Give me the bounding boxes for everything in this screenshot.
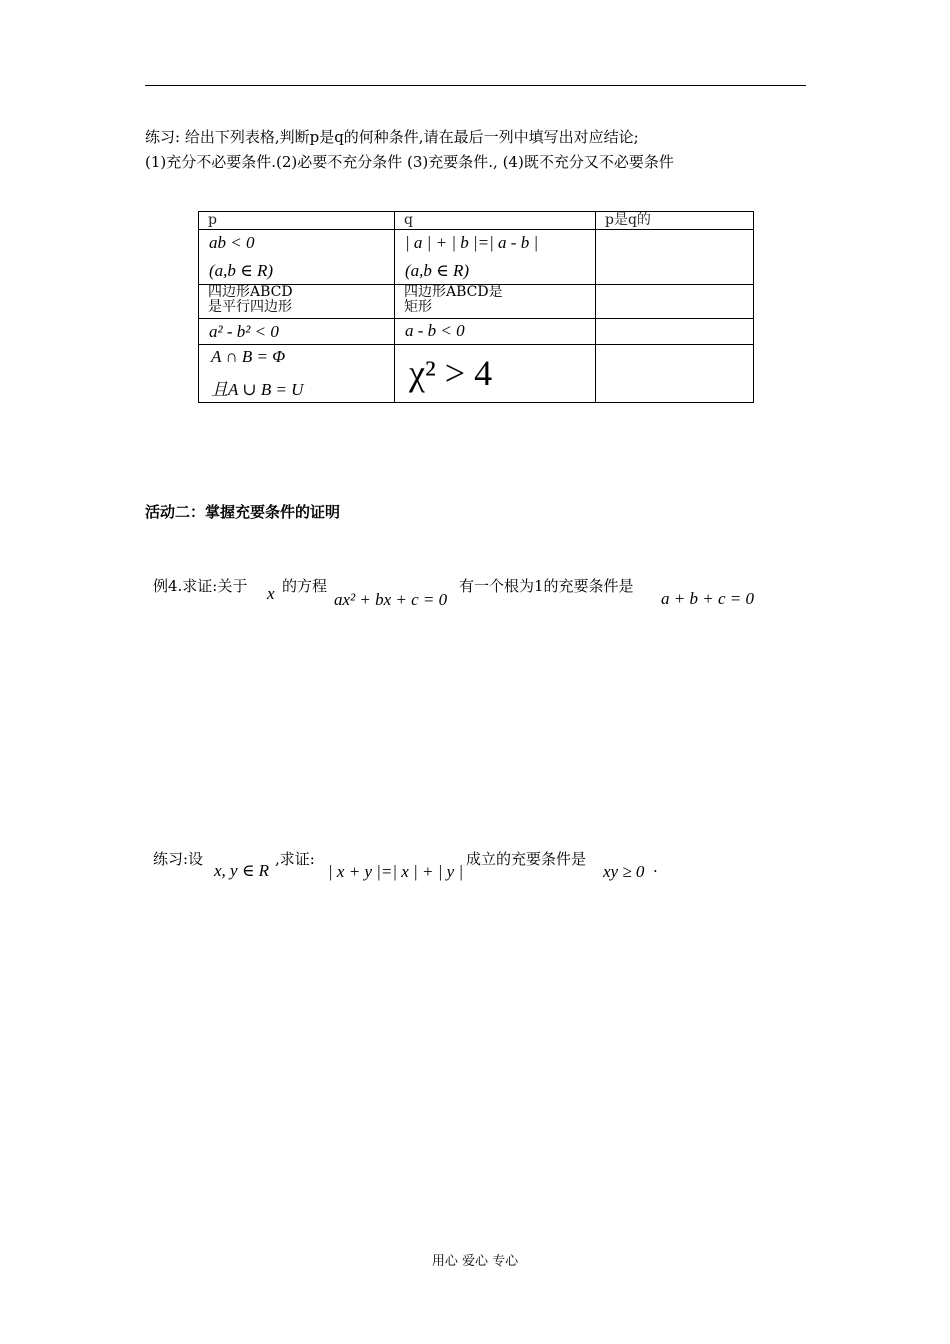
practice-instruction: 练习: 给出下列表格,判断p是q的何种条件,请在最后一列中填写出对应结论; [145,128,639,146]
table-row [199,285,754,319]
example-var: x [267,584,275,603]
cell-p [199,319,395,345]
cell-line: (a,b ∈ R) [405,261,470,280]
example-condition: a + b + c = 0 [661,589,754,608]
practice-vars: x, y ∈ R [214,861,270,880]
cell-line: A ∩ B = Φ [211,347,286,366]
cell-line: | a | + | b |=| a - b | [405,233,539,252]
header-answer: p是q的 [596,212,754,230]
table-row [199,345,754,403]
example-mid: 的方程 [282,577,328,595]
cell-p [199,230,395,285]
practice-condition: xy ≥ 0 [603,862,645,881]
practice-mid: ,求证: [275,850,315,868]
cell-q [395,285,596,319]
example-prefix: 例4.求证:关于 [153,577,248,595]
cell-answer[interactable] [596,319,754,345]
practice-equation: | x + y |=| x | + | y | [328,862,464,881]
page-footer: 用心 爱心 专心 [431,1254,519,1269]
example-equation: ax² + bx + c = 0 [334,590,448,609]
cell-line: 是平行四边形 [208,299,292,315]
cell-line: 矩形 [404,299,432,315]
cell-line: (a,b ∈ R) [209,261,274,280]
cell-line: χ² > 4 [409,353,493,393]
condition-table [198,211,754,403]
practice-prefix: 练习:设 [153,850,204,868]
table-row [199,230,754,285]
cell-p [199,345,395,403]
cell-q [395,230,596,285]
header-rule [145,85,806,86]
activity-title: 活动二：掌握充要条件的证明 [145,503,341,521]
cell-line: 四边形ABCD是 [404,284,503,300]
cell-line: 四边形ABCD [208,284,293,300]
cell-answer[interactable] [596,345,754,403]
header-q: q [395,212,596,230]
cell-line: ab < 0 [209,233,255,252]
header-p: p [199,212,395,230]
practice-options: (1)充分不必要条件.(2)必要不充分条件 (3)充要条件., (4)既不充分又不必要条件 [145,153,674,171]
cell-line: 且A ∪ B = U [211,380,304,399]
table-row [199,319,754,345]
cell-q [395,319,596,345]
practice-end: . [653,858,658,876]
practice-suffix: 成立的充要条件是 [466,850,587,868]
table-header-row [199,212,754,230]
cell-answer[interactable] [596,230,754,285]
cell-answer[interactable] [596,285,754,319]
cell-q [395,345,596,403]
cell-line: a² - b² < 0 [209,322,279,341]
cell-line: a - b < 0 [405,321,465,340]
example-suffix: 有一个根为1的充要条件是 [459,577,634,595]
cell-p [199,285,395,319]
